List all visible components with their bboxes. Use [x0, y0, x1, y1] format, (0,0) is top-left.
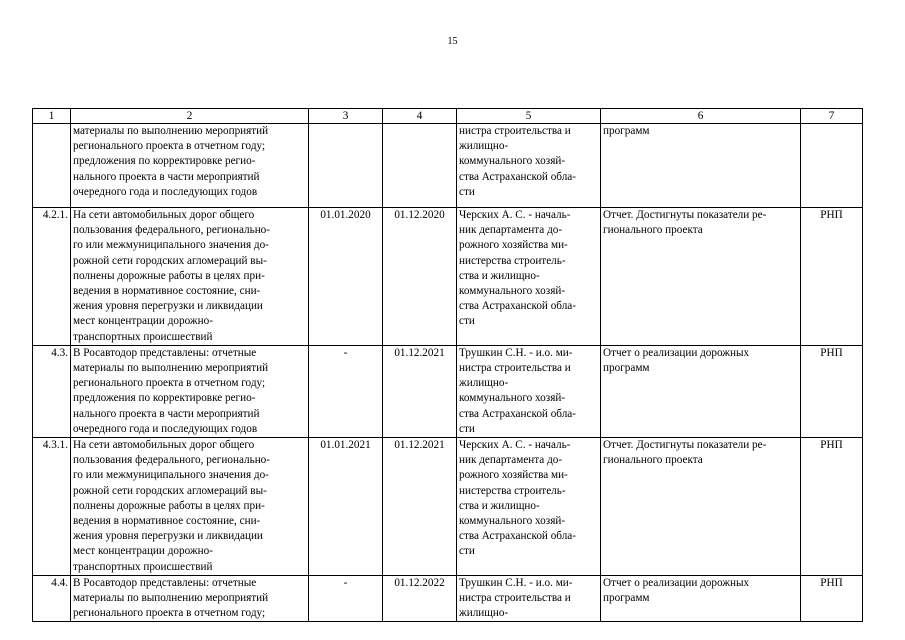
result-description: Отчет о реализации дорожных программ: [601, 575, 801, 622]
responsible-person: Трушкин С.Н. - и.о. ми- нистра строительства и жилищно-: [457, 575, 601, 622]
start-date: -: [309, 575, 383, 622]
page-number: 15: [447, 36, 458, 47]
responsible-person: Черских А. С. - началь- ник департамента до- рожного хозяйства ми- нистерства строитель- ства и жилищно- коммунального хозяй- ства Астраханской обла- сти: [457, 208, 601, 346]
item-number: 4.3.: [33, 345, 71, 437]
item-number: [33, 124, 71, 208]
column-number: 6: [601, 109, 801, 124]
column-number: 3: [309, 109, 383, 124]
column-number: 1: [33, 109, 71, 124]
start-date: 01.01.2020: [309, 208, 383, 346]
item-description: На сети автомобильных дорог общего пользования федерального, регионально- го или межмуниципального значения до- рожной сети городских агломераций вы- полнены дорожные работы в целях при- ведения в нормативное состояние, сни- жения уровня перегрузки и ликвидации мест концентрации дорожно- транспортных происшествий: [71, 438, 309, 576]
end-date: 01.12.2021: [383, 438, 457, 576]
control-code: РНП: [801, 208, 863, 346]
result-description: Отчет. Достигнуты показатели ре- гионального проекта: [601, 438, 801, 576]
responsible-person: Черских А. С. - началь- ник департамента до- рожного хозяйства ми- нистерства строитель- ства и жилищно- коммунального хозяй- ства Астраханской обла- сти: [457, 438, 601, 576]
control-code: РНП: [801, 575, 863, 622]
end-date: 01.12.2020: [383, 208, 457, 346]
start-date: [309, 124, 383, 208]
table-row: [33, 345, 863, 437]
item-number: 4.4.: [33, 575, 71, 622]
table-row: [33, 575, 863, 622]
responsible-person: Трушкин С.Н. - и.о. ми- нистра строительства и жилищно- коммунального хозяй- ства Астраханской обла- сти: [457, 345, 601, 437]
control-code: [801, 124, 863, 208]
item-description: материалы по выполнению мероприятий регионального проекта в отчетном году; предложения по корректировке регио- нального проекта в части мероприятий очередного года и последующих годов: [71, 124, 309, 208]
column-number-header-row: [33, 109, 863, 124]
column-number: 7: [801, 109, 863, 124]
responsible-person: нистра строительства и жилищно- коммунального хозяй- ства Астраханской обла- сти: [457, 124, 601, 208]
item-description: В Росавтодор представлены: отчетные материалы по выполнению мероприятий регионального проекта в отчетном году;: [71, 575, 309, 622]
table-row: [33, 438, 863, 576]
item-description: В Росавтодор представлены: отчетные материалы по выполнению мероприятий регионального проекта в отчетном году; предложения по корректировке регио- нального проекта в части мероприятий очередного года и последующих годов: [71, 345, 309, 437]
end-date: 01.12.2021: [383, 345, 457, 437]
start-date: 01.01.2021: [309, 438, 383, 576]
end-date: 01.12.2022: [383, 575, 457, 622]
table-row: [33, 208, 863, 346]
plan-table: [32, 108, 863, 622]
column-number: 5: [457, 109, 601, 124]
start-date: -: [309, 345, 383, 437]
control-code: РНП: [801, 345, 863, 437]
result-description: программ: [601, 124, 801, 208]
result-description: Отчет о реализации дорожных программ: [601, 345, 801, 437]
end-date: [383, 124, 457, 208]
column-number: 2: [71, 109, 309, 124]
result-description: Отчет. Достигнуты показатели ре- гионального проекта: [601, 208, 801, 346]
column-number: 4: [383, 109, 457, 124]
item-number: 4.3.1.: [33, 438, 71, 576]
item-description: На сети автомобильных дорог общего пользования федерального, регионально- го или межмуниципального значения до- рожной сети городских агломераций вы- полнены дорожные работы в целях при- ведения в нормативное состояние, сни- жения уровня перегрузки и ликвидации мест концентрации дорожно- транспортных происшествий: [71, 208, 309, 346]
table-row: [33, 124, 863, 208]
item-number: 4.2.1.: [33, 208, 71, 346]
control-code: РНП: [801, 438, 863, 576]
